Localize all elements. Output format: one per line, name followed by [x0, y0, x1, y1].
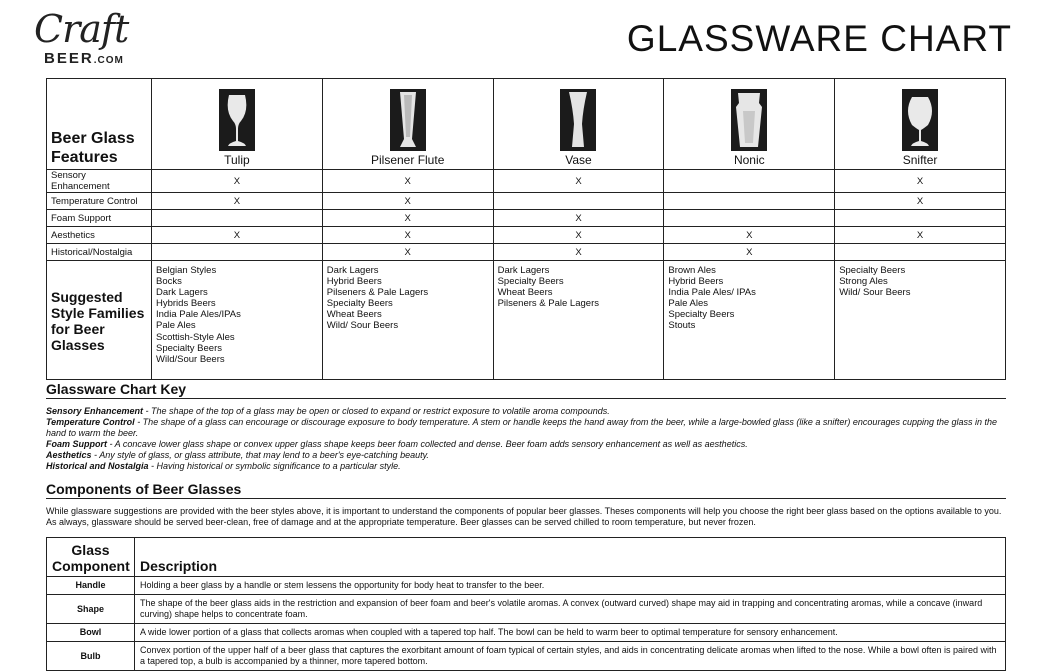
style-family-item: India Pale Ales/IPAs: [156, 309, 241, 321]
style-family-item: Stouts: [668, 320, 696, 332]
feature-row: [47, 170, 1006, 193]
logo-script: Craft: [34, 7, 129, 51]
style-family-item: Wild/ Sour Beers: [326, 320, 399, 332]
feature-name: Sensory Enhancement: [47, 170, 152, 193]
feature-mark: X: [493, 244, 664, 261]
style-list: [152, 261, 323, 380]
feature-mark: [664, 170, 835, 193]
feature-mark: [835, 244, 1006, 261]
feature-mark: X: [835, 170, 1006, 193]
key-text: - A concave lower glass shape or convex upper glass shape keeps beer foam collected and dense. Beer foam adds sensory enhancement as well as aesthetics.: [107, 439, 748, 449]
feature-mark: [493, 193, 664, 210]
styles-row: [47, 261, 1006, 380]
feature-name: Temperature Control: [47, 193, 152, 210]
key-text: - The shape of the top of a glass may be open or closed to expand or restrict exposure to volatile aroma compounds.: [143, 406, 610, 416]
feature-mark: X: [322, 244, 493, 261]
feature-mark: X: [152, 170, 323, 193]
feature-row: [47, 193, 1006, 210]
glass-pilsener: [322, 79, 493, 170]
feature-row: [47, 210, 1006, 227]
key-term: Temperature Control: [46, 417, 135, 427]
feature-mark: [152, 210, 323, 227]
style-family-item: India Pale Ales/ IPAs: [668, 287, 756, 299]
key-text: - The shape of a glass can encourage or discourage exposure to body temperature. A stem or handle keeps the hand away from the beer, while a large-bowled glass (like a snifter) encourages cupping the glass in the hand to warm the beer.: [46, 417, 998, 438]
style-family-item: Pilseners & Pale Lagers: [497, 298, 599, 310]
style-family-item: Dark Lagers: [326, 265, 379, 276]
feature-name: Historical/Nostalgia: [47, 244, 152, 261]
feature-mark: X: [152, 193, 323, 210]
feature-mark: [664, 210, 835, 227]
key-item: [46, 439, 1006, 450]
nonic-glass-icon: [731, 89, 767, 151]
style-list: [664, 261, 835, 380]
style-family-item: Strong Ales: [839, 276, 888, 288]
feature-mark: [664, 193, 835, 210]
key-text: - Any style of glass, or glass attribute, that may lend to a beer's eye-catching beauty.: [91, 450, 429, 460]
styles-heading: Suggested Style Families for Beer Glasses: [47, 261, 152, 380]
component-name: Shape: [47, 595, 135, 624]
style-family-item: Wild/ Sour Beers: [839, 287, 911, 299]
style-family-item: Wheat Beers: [497, 287, 553, 299]
components-table: [46, 537, 1006, 671]
logo-wordmark: [44, 50, 124, 67]
glass-nonic: [664, 79, 835, 170]
feature-mark: X: [322, 170, 493, 193]
component-row: [47, 577, 1006, 595]
feature-mark: X: [322, 227, 493, 244]
style-family-item: Specialty Beers: [156, 342, 223, 354]
logo-beer: BEER: [44, 50, 94, 67]
component-desc: Holding a beer glass by a handle or stem lessens the opportunity for body heat to transfer to the beer.: [135, 577, 1006, 595]
component-name: Bulb: [47, 642, 135, 671]
style-family-item: Specialty Beers: [668, 309, 735, 321]
feature-mark: X: [493, 170, 664, 193]
feature-mark: X: [152, 227, 323, 244]
component-row: [47, 595, 1006, 624]
feature-name: Aesthetics: [47, 227, 152, 244]
key-item: [46, 406, 1006, 417]
style-list: [322, 261, 493, 380]
style-family-item: Hybrid Beers: [668, 276, 724, 288]
feature-mark: X: [664, 244, 835, 261]
style-family-item: Belgian Styles: [156, 265, 217, 276]
key-item: [46, 461, 1006, 472]
glass-header-row: [47, 79, 1006, 170]
features-heading: Beer Glass Features: [47, 79, 152, 170]
glass-tulip: [152, 79, 323, 170]
key-term: Sensory Enhancement: [46, 406, 144, 416]
key-text: - Having historical or symbolic significance to a particular style.: [148, 461, 401, 471]
feature-row: [47, 227, 1006, 244]
style-family-item: Wheat Beers: [326, 309, 382, 321]
style-list: [835, 261, 1006, 380]
style-family-item: Specialty Beers: [326, 298, 393, 310]
components-header-row: [47, 538, 1006, 577]
style-family-item: Brown Ales: [668, 265, 716, 276]
logo-com: .COM: [93, 55, 124, 66]
style-family-item: Bocks: [156, 276, 182, 288]
glass-name-tulip: Tulip: [224, 153, 250, 167]
page-title: GLASSWARE CHART: [626, 18, 1012, 59]
key-term: Aesthetics: [46, 450, 92, 460]
glass-name-pilsener: Pilsener Flute: [371, 153, 445, 167]
component-name: Handle: [47, 577, 135, 595]
glass-name-snifter: Snifter: [902, 153, 938, 167]
key-item: [46, 450, 1006, 461]
key-term: Historical and Nostalgia: [46, 461, 149, 471]
pilsener-glass-icon: [390, 89, 426, 151]
style-family-item: Specialty Beers: [497, 276, 564, 288]
style-family-item: Pilseners & Pale Lagers: [326, 287, 429, 299]
feature-mark: X: [493, 227, 664, 244]
glass-name-nonic: Nonic: [733, 153, 765, 167]
style-family-item: Scottish-Style Ales: [156, 331, 235, 343]
components-intro: While glassware suggestions are provided with the beer styles above, it is important to understand the components of popular beer glasses. Theses components will help you choose the right beer glass based on the options available to you. As always, glassware should be served beer-clean, free of damage and at the appropriate temperature. Beer glasses can be served chilled to room temperature, but never frozen.: [46, 506, 1002, 527]
feature-mark: X: [835, 193, 1006, 210]
style-family-item: Dark Lagers: [497, 265, 550, 276]
feature-row: [47, 244, 1006, 261]
component-desc: The shape of the beer glass aids in the restriction and expansion of beer foam and beer's volatile aromas. A convex (outward curved) shape may aid in trapping and concentrating aromas, while a concave (inward curving) shape helps to concentrate foam.: [135, 595, 1006, 624]
feature-mark: [152, 244, 323, 261]
key-term: Foam Support: [46, 439, 107, 449]
style-family-item: Wild/Sour Beers: [156, 353, 225, 365]
feature-mark: X: [493, 210, 664, 227]
style-family-item: Hybrid Beers: [326, 276, 382, 288]
component-row: [47, 642, 1006, 671]
style-family-item: Specialty Beers: [839, 265, 906, 276]
snifter-glass-icon: [902, 89, 938, 151]
vase-glass-icon: [560, 89, 596, 151]
style-family-item: Pale Ales: [668, 298, 709, 310]
glassware-table: [46, 78, 1006, 380]
component-desc: Convex portion of the upper half of a beer glass that captures the exorbitant amount of foam typical of certain styles, and aids in concentrating delicate aromas when lifted to the nose. While a bowl often is paired with a tapered top, a bulb is accompanied by a thinner, more tapered bottom.: [135, 642, 1006, 671]
style-family-item: Hybrids Beers: [156, 298, 216, 310]
style-family-item: Dark Lagers: [156, 287, 208, 299]
feature-mark: X: [664, 227, 835, 244]
feature-name: Foam Support: [47, 210, 152, 227]
style-family-item: Pale Ales: [156, 320, 196, 332]
tulip-glass-icon: [219, 89, 255, 151]
col-glass-component: Glass Component: [47, 538, 135, 577]
glass-vase: [493, 79, 664, 170]
component-row: [47, 624, 1006, 642]
key-list: [46, 406, 1006, 472]
component-desc: A wide lower portion of a glass that collects aromas when coupled with a tapered top half. The bowl can be held to warm beer to optimal temperature for sensory enhancement.: [135, 624, 1006, 642]
key-heading: Glassware Chart Key: [46, 381, 1006, 399]
component-name: Bowl: [47, 624, 135, 642]
glass-snifter: [835, 79, 1006, 170]
components-heading: Components of Beer Glasses: [46, 481, 1006, 499]
feature-mark: X: [322, 210, 493, 227]
style-list: [493, 261, 664, 380]
feature-mark: X: [835, 227, 1006, 244]
key-item: [46, 417, 1006, 439]
craftbeer-logo: [34, 7, 144, 72]
feature-mark: [835, 210, 1006, 227]
col-description: Description: [135, 538, 1006, 577]
feature-mark: X: [322, 193, 493, 210]
glass-name-vase: Vase: [565, 153, 592, 167]
